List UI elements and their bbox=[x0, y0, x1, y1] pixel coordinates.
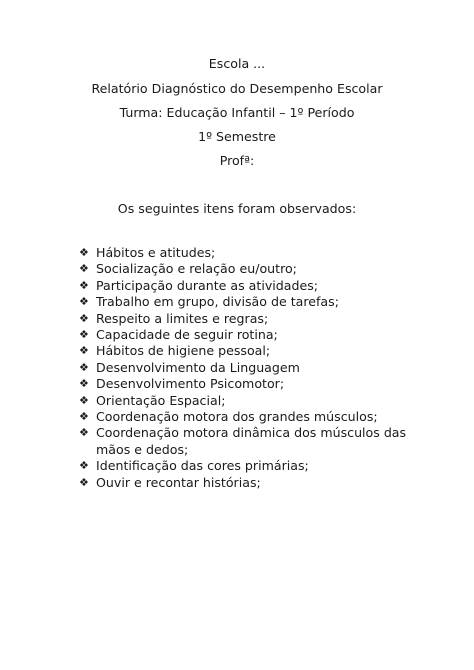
semester-line: 1º Semestre bbox=[198, 129, 276, 144]
teacher-line: Profª: bbox=[219, 153, 255, 168]
checklist-item-text: Respeito a limites e regras; bbox=[96, 310, 269, 326]
diamond-bullet-icon: ❖ bbox=[79, 311, 89, 325]
diamond-bullet-icon: ❖ bbox=[79, 459, 89, 473]
checklist-item bbox=[79, 327, 419, 343]
checklist-item bbox=[79, 278, 419, 294]
checklist-item bbox=[79, 343, 419, 359]
checklist-item-text: Trabalho em grupo, divisão de tarefas; bbox=[96, 294, 339, 310]
diamond-bullet-icon: ❖ bbox=[79, 410, 89, 424]
checklist-item bbox=[79, 475, 419, 491]
checklist-item-text: Coordenação motora dinâmica dos músculos das mãos e dedos; bbox=[96, 425, 407, 457]
school-name: Escola ... bbox=[208, 56, 266, 71]
checklist-item-text: Socialização e relação eu/outro; bbox=[96, 261, 297, 277]
checklist-item-text: Coordenação motora dos grandes músculos; bbox=[96, 409, 378, 425]
checklist-item-text: Participação durante as atividades; bbox=[96, 277, 319, 293]
class-line: Turma: Educação Infantil – 1º Período bbox=[119, 105, 355, 120]
diamond-bullet-icon: ❖ bbox=[79, 377, 89, 391]
checklist-item bbox=[79, 294, 419, 310]
diamond-bullet-icon: ❖ bbox=[79, 360, 89, 374]
checklist-item bbox=[79, 393, 419, 409]
checklist-item-text: Identificação das cores primárias; bbox=[96, 458, 309, 474]
checklist-item-text: Desenvolvimento da Linguagem bbox=[96, 359, 300, 375]
diamond-bullet-icon: ❖ bbox=[79, 475, 89, 489]
diamond-bullet-icon: ❖ bbox=[79, 278, 89, 292]
diamond-bullet-icon: ❖ bbox=[79, 295, 89, 309]
diamond-bullet-icon: ❖ bbox=[79, 328, 89, 342]
observation-checklist bbox=[79, 245, 419, 491]
diamond-bullet-icon: ❖ bbox=[79, 246, 89, 259]
diamond-bullet-icon: ❖ bbox=[79, 344, 89, 358]
checklist-item-text: Desenvolvimento Psicomotor; bbox=[96, 376, 285, 392]
diamond-bullet-icon: ❖ bbox=[79, 393, 89, 407]
checklist-item bbox=[79, 376, 419, 392]
checklist-item bbox=[79, 425, 419, 458]
checklist-item bbox=[79, 360, 419, 376]
checklist-item-text: Orientação Espacial; bbox=[96, 392, 226, 408]
intro-line: Os seguintes itens foram observados: bbox=[117, 201, 357, 216]
checklist-item-text: Ouvir e recontar histórias; bbox=[96, 474, 261, 490]
diamond-bullet-icon: ❖ bbox=[79, 426, 89, 440]
checklist-item-text: Hábitos e atitudes; bbox=[96, 245, 216, 260]
checklist-item bbox=[79, 261, 419, 277]
checklist-item-text: Hábitos de higiene pessoal; bbox=[96, 343, 271, 359]
diamond-bullet-icon: ❖ bbox=[79, 262, 89, 276]
checklist-item bbox=[79, 409, 419, 425]
checklist-item bbox=[79, 458, 419, 474]
checklist-item-text: Capacidade de seguir rotina; bbox=[96, 327, 278, 343]
checklist-item bbox=[79, 311, 419, 327]
report-title: Relatório Diagnóstico do Desempenho Escolar bbox=[91, 81, 383, 96]
checklist-item bbox=[79, 245, 419, 261]
